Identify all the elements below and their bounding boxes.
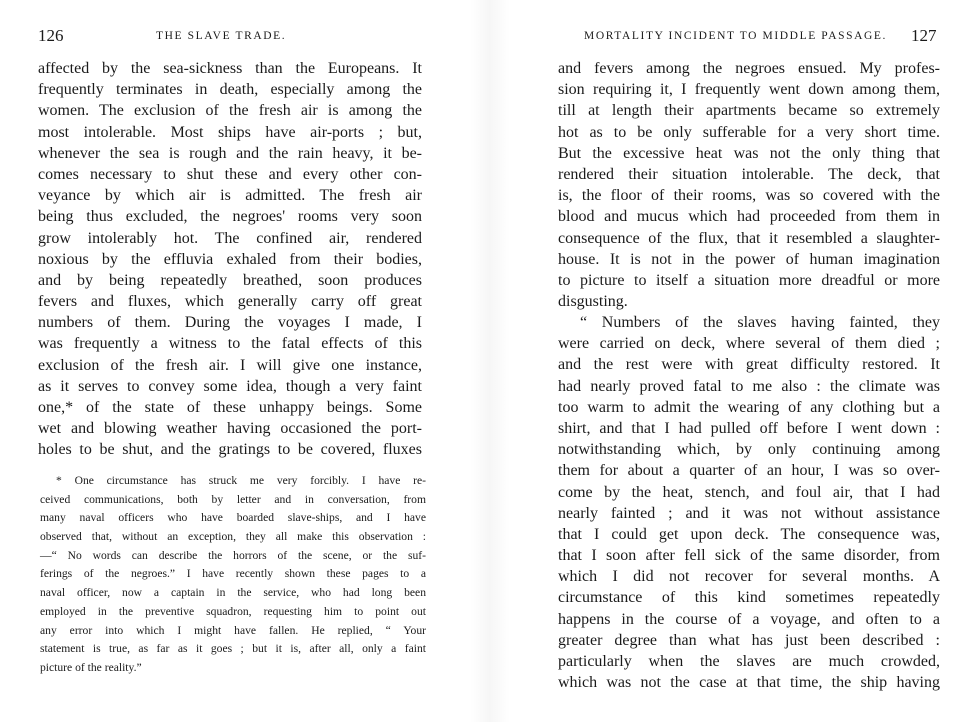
body-line: grow intolerably hot. The confined air, rendered	[38, 229, 422, 247]
body-line: happens in the course of a voyage, and often to a	[558, 610, 940, 628]
body-line: being thus excluded, the negroes' rooms very soon	[38, 208, 422, 226]
body-line: that I could get upon deck. The consequence was,	[558, 525, 940, 543]
body-line: frequently terminates in death, especially among the	[38, 81, 422, 99]
body-line: exclusion of the fresh air. I will give one instance,	[38, 356, 422, 374]
footnote-line: ceived communications, both by letter and in conversation, from	[40, 492, 426, 506]
body-line: circumstance of this kind sometimes repeatedly	[558, 589, 940, 607]
body-line: sion requiring it, I frequently went down among them,	[558, 81, 940, 99]
body-line: to picture to itself a situation more dreadful or more	[558, 271, 940, 289]
body-line: But the excessive heat was not the only thing that	[558, 144, 940, 162]
footnote-line: —“ No words can describe the horrors of the scene, or the suf-	[40, 548, 426, 562]
footnote-line: * One circumstance has struck me very forcibly. I have re-	[56, 474, 426, 487]
body-line: wet and blowing weather having occasioned the port-	[38, 420, 422, 438]
body-line: veyance by which air is admitted. The fresh air	[38, 187, 422, 205]
body-line: greater degree than what has just been described :	[558, 631, 940, 649]
footnote-line: any error into which I might have fallen. He replied, “ Your	[40, 623, 426, 637]
body-line: house. It is not in the power of human imagination	[558, 250, 940, 268]
body-line: them for about a quarter of an hour, I was so over-	[558, 462, 940, 480]
body-line: noxious by the effluvia exhaled from their bodies,	[38, 250, 422, 268]
body-line: too warm to admit the wearing of any clothing but a	[558, 398, 940, 416]
body-line: one,* of the state of these unhappy beings. Some	[38, 399, 422, 416]
right-running-title: MORTALITY INCIDENT TO MIDDLE PASSAGE.	[584, 30, 888, 42]
body-line: come by the heat, stench, and foul air, that I had	[558, 483, 940, 501]
footnote-line: naval officer, now a captain in the service, who had long been	[40, 586, 426, 600]
body-line: which I did not recover for several months. A	[558, 568, 940, 586]
body-line: comes necessary to shut these and every other con-	[38, 165, 422, 183]
body-line: disgusting.	[558, 293, 628, 311]
body-line: notwithstanding which, by only continuing among	[558, 441, 940, 459]
footnote-line: many naval officers who have boarded slave-ships, and I have	[40, 511, 426, 525]
left-running-title: THE SLAVE TRADE.	[156, 30, 287, 42]
left-body-text	[38, 58, 422, 461]
right-page-number: 127	[911, 26, 937, 45]
footnote-line: statement is true, as far as it goes ; but it is, after all, only a faint	[40, 642, 426, 656]
body-line: nearly fainted ; and it was not without assistance	[558, 504, 940, 522]
body-line: and by being repeatedly breathed, soon produces	[38, 271, 422, 289]
right-paragraph-2	[558, 312, 940, 693]
right-paragraph-1	[558, 58, 940, 312]
body-line: rendered their situation intolerable. The deck, that	[558, 165, 940, 183]
body-line: particularly when the slaves are much crowded,	[558, 653, 940, 670]
body-line: were carried on deck, where several of them died ;	[558, 335, 940, 353]
right-page	[490, 0, 980, 722]
body-line: women. The exclusion of the fresh air is among the	[38, 102, 422, 120]
body-line: shirt, and that I had pulled off before I went down :	[558, 419, 940, 437]
body-line: which was not the case at that time, the ship having	[558, 674, 940, 692]
footnote-line: ferings of the negroes.” I have recently shown these pages to a	[40, 567, 426, 581]
body-line: blood and mucus which had proceeded from them in	[558, 208, 940, 226]
footnote-line: picture of the reality.”	[40, 660, 142, 674]
body-line: was frequently a witness to the fatal effects of this	[38, 335, 422, 353]
left-page-number: 126	[38, 26, 64, 45]
footnote-line: observed that, without an exception, they all make this observation :	[40, 530, 426, 544]
body-line: consequence of the flux, that it resembled a slaughter-	[558, 229, 940, 247]
body-line: that I soon after fell sick of the same disorder, from	[558, 547, 940, 565]
body-line: most intolerable. Most ships have air-ports ; but,	[38, 123, 422, 141]
body-line: “ Numbers of the slaves having fainted, they	[580, 314, 940, 331]
body-line: hot as to be only sufferable for a very short time.	[558, 123, 940, 141]
body-line: whenever the sea is rough and the rain heavy, it be-	[38, 144, 422, 162]
footnote-line: employed in the preventive squadron, requesting him to point out	[40, 604, 426, 618]
body-line: had nearly proved fatal to me also : the climate was	[558, 377, 940, 395]
body-line: numbers of them. During the voyages I made, I	[38, 314, 422, 332]
body-line: fevers and fluxes, which generally carry off great	[38, 293, 422, 311]
body-line: and fevers among the negroes ensued. My profes-	[558, 60, 940, 77]
body-line: till at length their apartments became so extremely	[558, 102, 940, 120]
body-line: as it serves to convey some idea, though a very faint	[38, 377, 422, 395]
footnote	[40, 472, 426, 678]
body-line: and the rest were with great difficulty restored. It	[558, 356, 940, 374]
body-line: holes to be shut, and the gratings to be covered, fluxes	[38, 441, 422, 459]
body-line: affected by the sea-sickness than the Europeans. It	[38, 60, 422, 77]
body-line: is, the floor of their rooms, was so covered with the	[558, 187, 940, 205]
